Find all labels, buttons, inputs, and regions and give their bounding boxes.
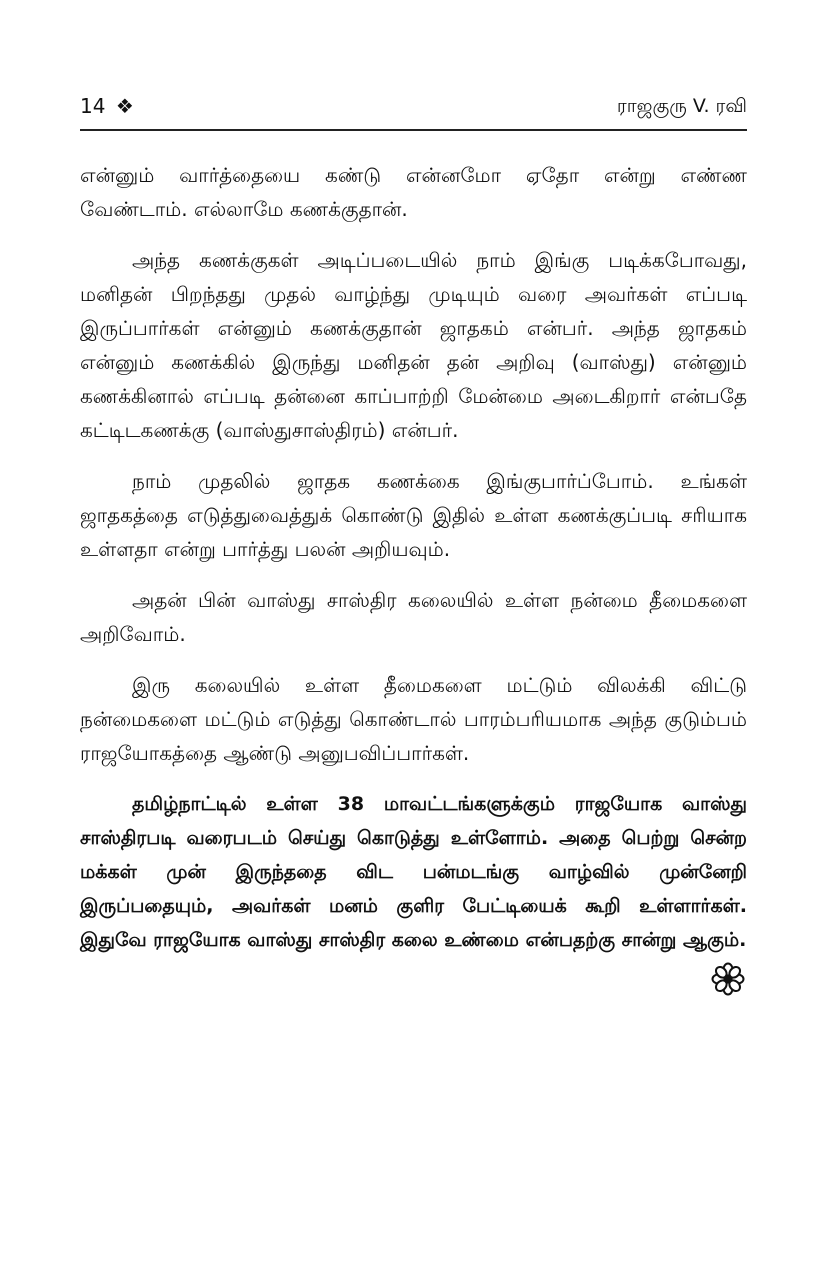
paragraph-1: என்னும் வார்த்தையை கண்டு என்னமோ ஏதோ என்று எண்ண வேண்டாம். எல்லாமே கணக்குதான். xyxy=(80,163,747,221)
diamond-ornament-icon: ❖ xyxy=(115,94,134,118)
running-title: ராஜகுரு V. ரவி xyxy=(616,95,747,117)
flower-ornament-icon xyxy=(711,962,745,996)
page-number-value: 14 xyxy=(80,94,106,118)
paragraph-2: அந்த கணக்குகள் அடிப்படையில் நாம் இங்கு படிக்கபோவது, மனிதன் பிறந்தது முதல் வாழ்ந்து முடியும் வரை அவர்கள் எப்படி இருப்பார்கள் என்னும் கணக்குதான் ஜாதகம் என்பர். அந்த ஜாதகம் என்னும் கணக்கில் இருந்து மனிதன் தன் அறிவு (வாஸ்து) என்னும் கணக்கினால் எப்படி தன்னை காப்பாற்றி மேன்மை அடைகிறார் என்பதே கட்டிடகணக்கு (வாஸ்துசாஸ்திரம்) என்பர். xyxy=(80,248,747,442)
body-text xyxy=(80,158,747,974)
paragraph-6-bold: தமிழ்நாட்டில் உள்ள 38 மாவட்டங்களுக்கும் ராஜயோக வாஸ்து சாஸ்திரபடி வரைபடம் செய்து கொடுத்து உள்ளோம். அதை பெற்று சென்ற மக்கள் முன் இருந்ததை விட பன்மடங்கு வாழ்வில் முன்னேறி இருப்பதையும், அவர்கள் மனம் குளிர பேட்டியைக் கூறி உள்ளார்கள். இதுவே ராஜயோக வாஸ்து சாஸ்திர கலை உண்மை என்பதற்கு சான்று ஆகும். xyxy=(80,793,747,951)
page-header xyxy=(80,90,747,124)
paragraph-5: இரு கலையில் உள்ள தீமைகளை மட்டும் விலக்கி விட்டு நன்மைகளை மட்டும் எடுத்து கொண்டால் பாரம்பரியமாக அந்த குடும்பம் ராஜயோகத்தை ஆண்டு அனுபவிப்பார்கள். xyxy=(80,673,747,765)
page-number xyxy=(80,92,134,120)
paragraph-4: அதன் பின் வாஸ்து சாஸ்திர கலையில் உள்ள நன்மை தீமைகளை அறிவோம். xyxy=(80,588,747,646)
paragraph-3: நாம் முதலில் ஜாதக கணக்கை இங்குபார்ப்போம். உங்கள் ஜாதகத்தை எடுத்துவைத்துக் கொண்டு இதில் உள்ள கணக்குப்படி சரியாக உள்ளதா என்று பார்த்து பலன் அறியவும். xyxy=(80,469,747,561)
header-divider xyxy=(80,129,747,131)
